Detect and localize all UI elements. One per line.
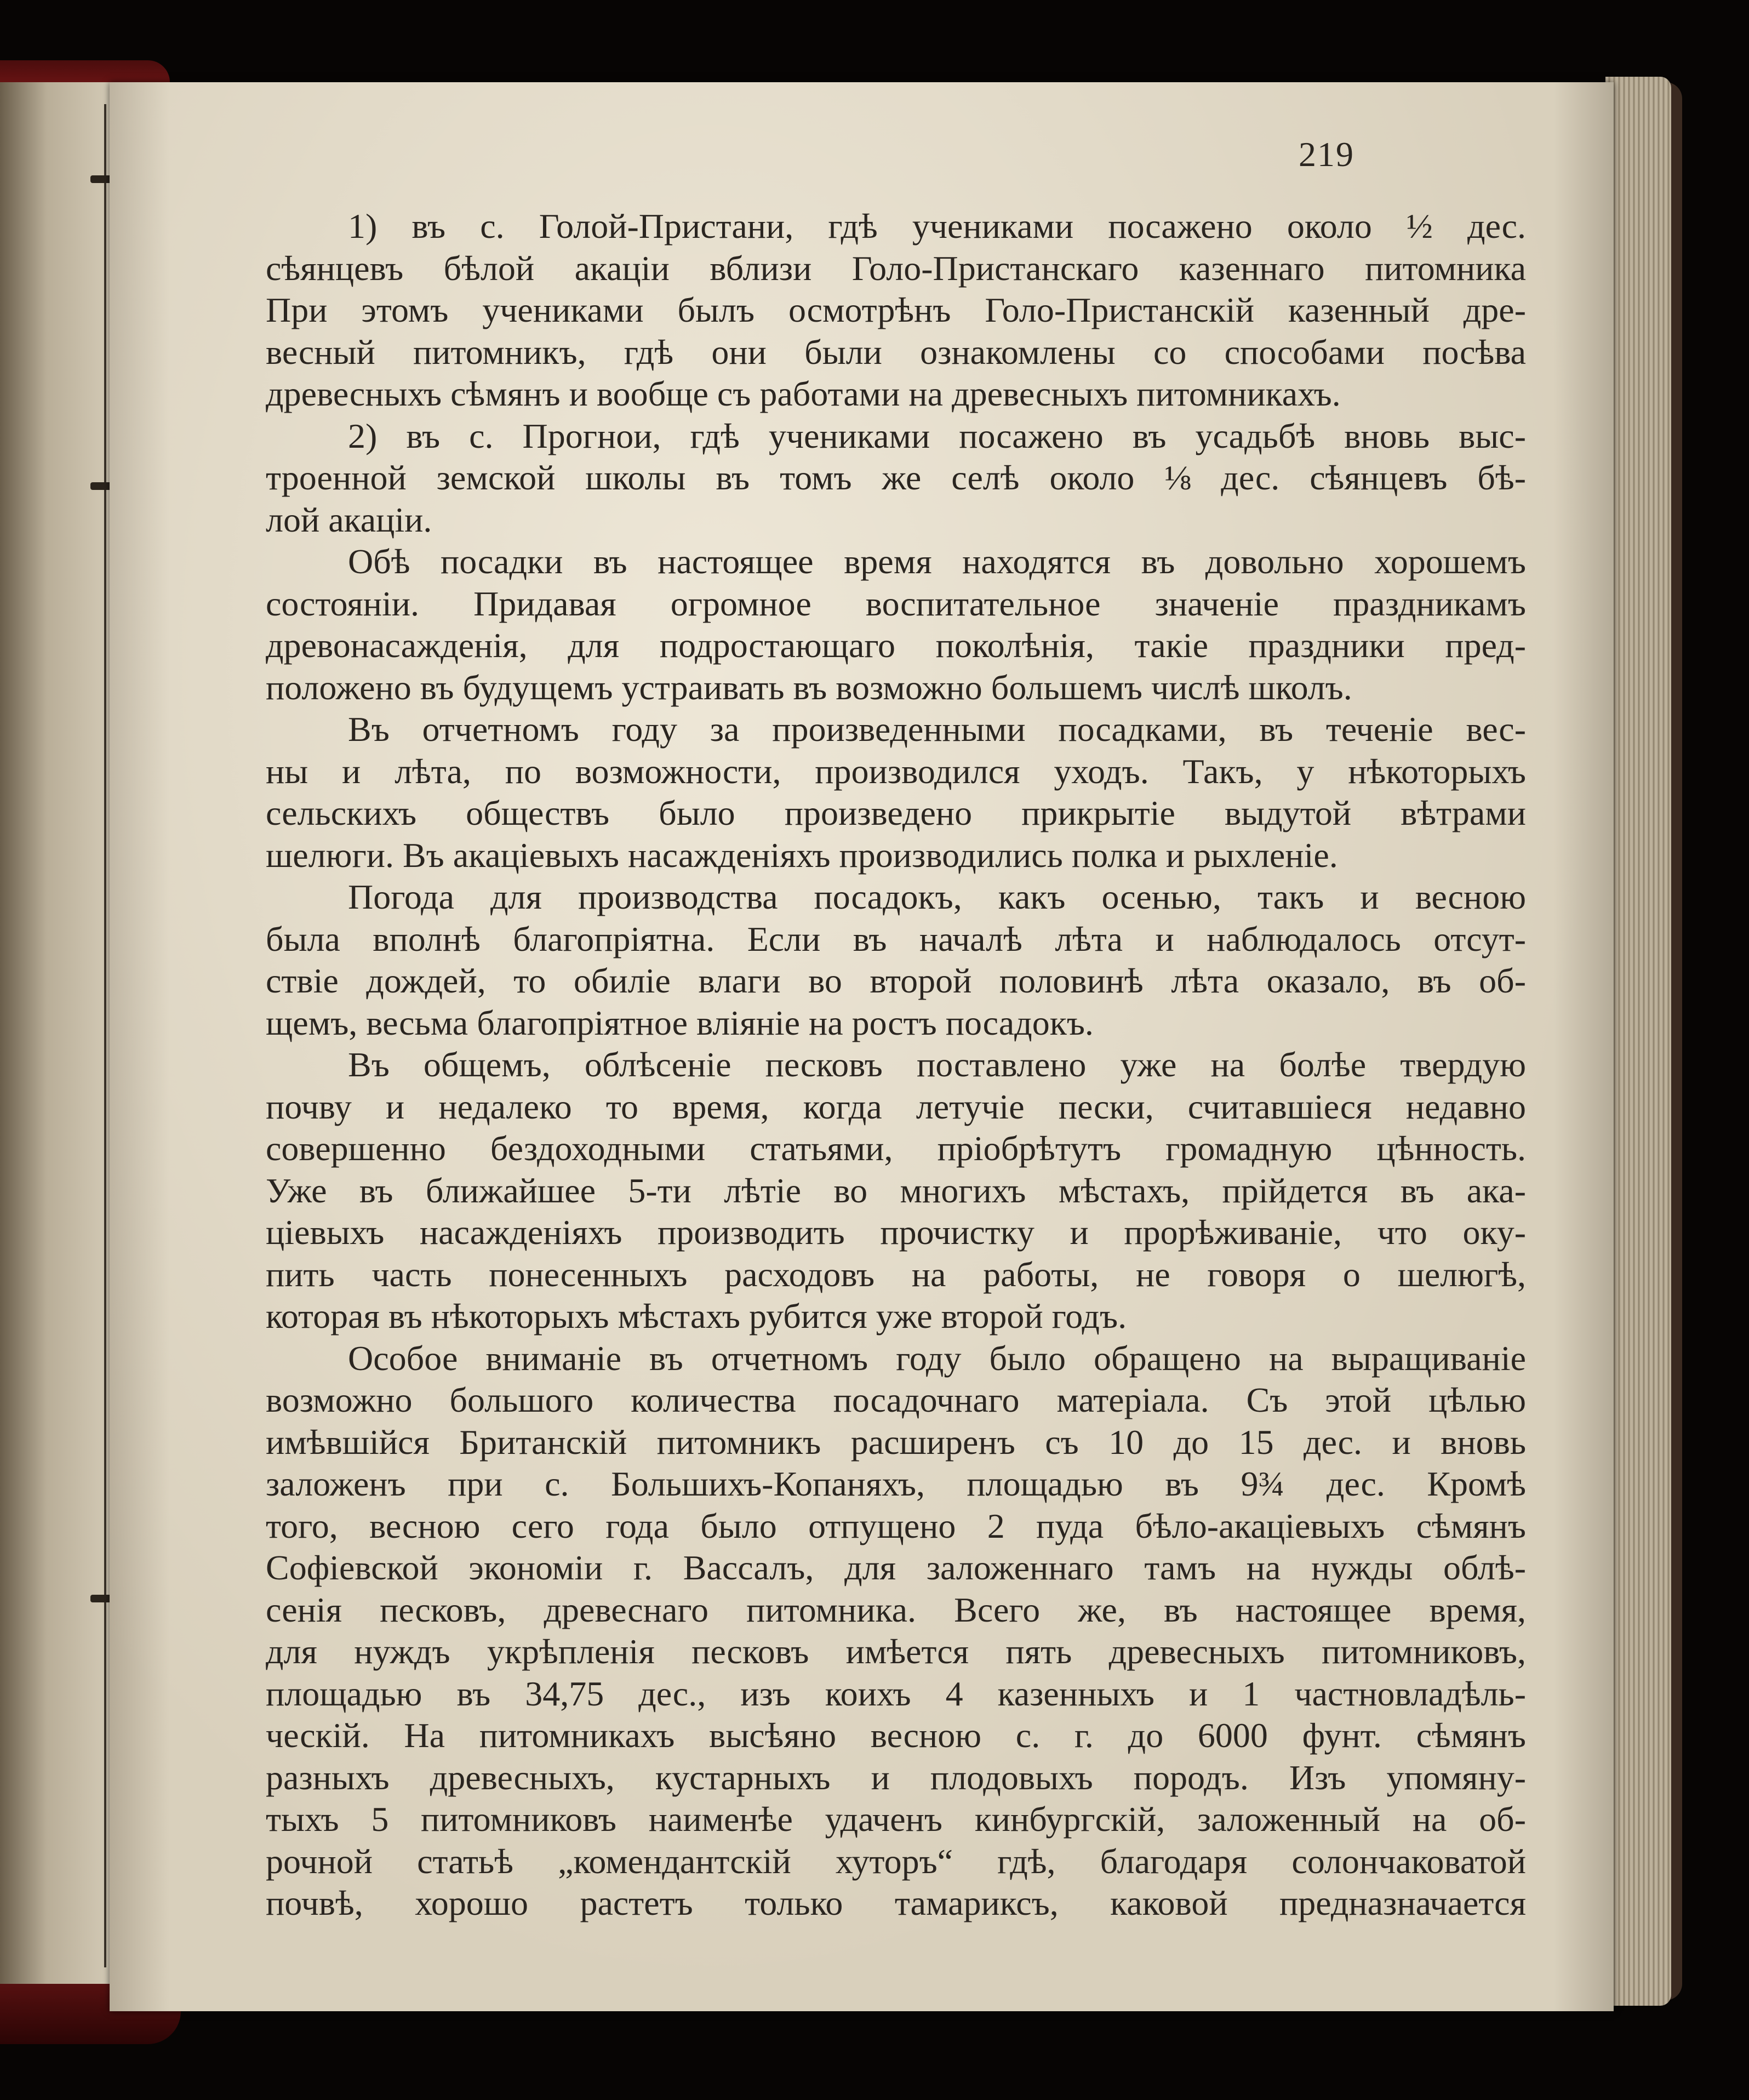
text-line: 2) въ с. Прогнои, гдѣ учениками посажено въ усадьбѣ вновь выс-: [348, 416, 1526, 455]
text-line: почву и недалеко то время, когда летучіе пески, считавшіеся недавно: [266, 1087, 1526, 1126]
text-line: При этомъ учениками былъ осмотрѣнъ Голо-Пристанскій казенный дре-: [266, 290, 1526, 329]
text-line: для нуждъ укрѣпленія песковъ имѣется пять древесныхъ питомниковъ,: [266, 1632, 1526, 1671]
text-line: рочной статьѣ „комендантскій хуторъ“ гдѣ, благодаря солончаковатой: [266, 1841, 1526, 1881]
text-line: возможно большого количества посадочнаго матеріала. Съ этой цѣлью: [266, 1380, 1526, 1419]
text-line: Обѣ посадки въ настоящее время находятся въ довольно хорошемъ: [348, 542, 1526, 581]
text-line: древонасажденія, для подростающаго поколѣнія, такіе праздники пред-: [266, 626, 1526, 665]
text-line: ческій. На питомникахъ высѣяно весною с. г. до 6000 фунт. сѣмянъ: [266, 1716, 1526, 1755]
text-line: совершенно бездоходными статьями, пріобрѣтутъ громадную цѣнность.: [266, 1129, 1526, 1168]
text-line: разныхъ древесныхъ, кустарныхъ и плодовыхъ породъ. Изъ упомяну-: [266, 1757, 1526, 1797]
text-line: щемъ, весьма благопріятное вліяніе на ростъ посадокъ.: [266, 1003, 1094, 1042]
text-line: площадью въ 34,75 дес., изъ коихъ 4 казенныхъ и 1 частновладѣль-: [266, 1674, 1526, 1713]
text-line: почвѣ, хорошо растетъ только тамариксъ, каковой предназначается: [266, 1884, 1526, 1922]
page-edges-stack: [1605, 77, 1671, 2006]
text-line: тыхъ 5 питомниковъ наименѣе удаченъ кинбургскій, заложенный на об-: [266, 1800, 1526, 1839]
text-line: была вполнѣ благопріятна. Если въ началѣ лѣта и наблюдалось отсут-: [266, 919, 1526, 958]
text-line: Уже въ ближайшее 5-ти лѣтіе во многихъ мѣстахъ, прійдется въ ака-: [266, 1171, 1526, 1210]
text-line: Софіевской экономіи г. Вассалъ, для заложеннаго тамъ на нужды облѣ-: [266, 1548, 1526, 1587]
text-line: лой акаціи.: [266, 500, 432, 539]
text-line: сенія песковъ, древеснаго питомника. Всего же, въ настоящее время,: [266, 1590, 1526, 1629]
text-line: троенной земской школы въ томъ же селѣ около ⅛ дес. сѣянцевъ бѣ-: [266, 458, 1526, 497]
text-line: весный питомникъ, гдѣ они были ознакомлены со способами посѣва: [266, 332, 1526, 372]
left-page-edge: [0, 82, 118, 1984]
text-line: которая въ нѣкоторыхъ мѣстахъ рубится уже второй годъ.: [266, 1297, 1127, 1336]
book-page: [110, 82, 1614, 2011]
text-line: ціевыхъ насажденіяхъ производить прочистку и прорѣживаніе, что оку-: [266, 1213, 1526, 1252]
text-line: положено въ будущемъ устраивать въ возможно большемъ числѣ школъ.: [266, 667, 1352, 707]
text-line: ствіе дождей, то обиліе влаги во второй половинѣ лѣта оказало, въ об-: [266, 961, 1526, 1000]
text-line: заложенъ при с. Большихъ-Копаняхъ, площадью въ 9¾ дес. Кромѣ: [266, 1464, 1526, 1503]
text-line: древесныхъ сѣмянъ и вообще съ работами на древесныхъ питомникахъ.: [266, 374, 1341, 413]
left-page-margin-rule: [104, 104, 106, 1967]
text-line: 1) въ с. Голой-Пристани, гдѣ учениками посажено около ½ дес.: [348, 207, 1526, 246]
text-line: Въ отчетномъ году за произведенными посадками, въ теченіе вес-: [348, 710, 1526, 749]
body-text: [266, 206, 1526, 1925]
text-line: ны и лѣта, по возможности, производился уходъ. Такъ, у нѣкоторыхъ: [266, 751, 1526, 791]
text-line: Погода для производства посадокъ, какъ осенью, такъ и весною: [348, 877, 1526, 916]
text-line: состояніи. Придавая огромное воспитательное значеніе праздникамъ: [266, 584, 1526, 623]
page-number: 219: [1299, 135, 1354, 174]
text-line: Особое вниманіе въ отчетномъ году было обращено на выращиваніе: [348, 1338, 1526, 1378]
text-line: того, весною сего года было отпущено 2 пуда бѣло-акаціевыхъ сѣмянъ: [266, 1506, 1526, 1545]
text-line: Въ общемъ, облѣсеніе песковъ поставлено уже на болѣе твердую: [348, 1045, 1526, 1084]
text-line: сельскихъ обществъ было произведено прикрытіе выдутой вѣтрами: [266, 794, 1526, 832]
text-line: шелюги. Въ акаціевыхъ насажденіяхъ производились полка и рыхленіе.: [266, 835, 1338, 875]
text-line: пить часть понесенныхъ расходовъ на работы, не говоря о шелюгѣ,: [266, 1254, 1526, 1294]
text-line: имѣвшійся Британскій питомникъ расширенъ съ 10 до 15 дес. и вновь: [266, 1422, 1526, 1462]
text-line: сѣянцевъ бѣлой акаціи вблизи Голо-Пристанскаго казеннаго питомника: [266, 248, 1526, 288]
